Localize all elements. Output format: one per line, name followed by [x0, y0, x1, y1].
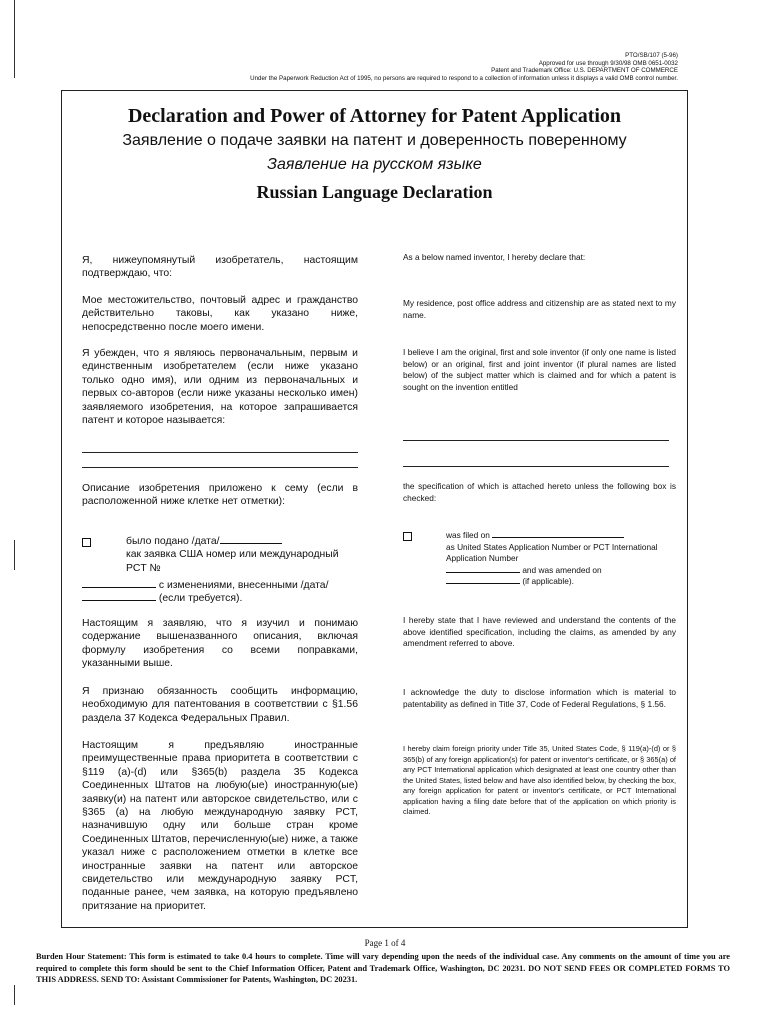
en-title-line-1[interactable] — [403, 440, 669, 441]
title-russian: Заявление о подаче заявки на патент и доверенность поверенному — [122, 132, 627, 149]
paperwork-notice: Under the Paperwork Reduction Act of 1995, no persons are required to respond to a collection of information unless it displays a valid OMB control number. — [250, 74, 678, 82]
ru-filed-as: как заявка США номер или международный — [126, 549, 339, 561]
ru-amended-date-field[interactable] — [82, 587, 156, 588]
ru-inventor-belief: Я убежден, что я являюсь первоначальным, первым и единственным изобретателем (если ниже указано только одно имя), или одним из первоначальных и первых со-авторов (если ниже указаны несколько имен) заявляемого изобретения, на которое запрашивается патент и которое называется: — [82, 348, 358, 427]
ru-title-line-2[interactable] — [82, 467, 358, 468]
scan-edge-mark — [14, 985, 15, 1005]
en-filed-block — [446, 530, 676, 588]
omb-approval: Approved for use through 9/30/98 OMB 0651-0032 — [538, 59, 678, 67]
ru-duty-disclose: Я признаю обязанность сообщить информацию, необходимую для патентования в соответствии с §1.56 раздела 37 Кодекса Федеральных Правил. — [82, 686, 358, 724]
en-amended-on: and was amended on — [522, 564, 602, 575]
en-foreign-priority: I hereby claim foreign priority under Title 35, United States Code, § 119(a)-(d) or § 365(b) of any foreign application(s) for patent or inventor's certificate, or § 365(a) of any PCT International application which designated at least one country other than the United States, listed below and have also identified below, by checking the box, any foreign application for patent or inventor's certificate, or PCT International application having a filing date before that of the application on which priority is claimed. — [403, 744, 676, 816]
ru-foreign-priority: Настоящим я предъявляю иностранные преимущественные права приоритета в соответствии с §119 (a)-(d) или §365(b) раздела 35 Кодекса Соединенных Штатов на любую(ые) иностранную(ые) заявку(и) на патент или авторское свидетельство, или с §365 (a) на любую международную заявку PCT, назначившую одну или больше стран кроме Соединенных Штатов, перечисленную(ые) ниже, а также указал ниже с расположением отметки в клетке все иностранные заявки на патент или авторское свидетельство или международную заявку PCT, поданные ранее, чем заявка, на которую предъявлено притязание на приоритет. — [82, 740, 358, 912]
form-header — [250, 52, 678, 82]
form-number: PTO/SB/107 (5-96) — [625, 52, 678, 59]
ru-pct-number: PCT № — [126, 562, 161, 574]
ru-specification: Описание изобретения приложено к сему (если в расположенной ниже клетке нет отметки): — [82, 483, 358, 508]
ru-filed-on: было подано /дата/ — [126, 536, 220, 547]
en-filed-date-field[interactable] — [492, 537, 624, 538]
en-residence: My residence, post office address and citizenship are as stated next to my name. — [403, 298, 676, 320]
burden-statement: Burden Hour Statement: This form is estimated to take 0.4 hours to complete. Time will vary depending upon the needs of the individual case. Any comments on the amount of time you are required to complete this form should be sent to the Chief Information Officer, Patent and Trademark Office, Washington, DC 20231. DO NOT SEND FEES OR COMPLETED FORMS TO THIS ADDRESS. SEND TO: Assistant Commissioner for Patents, Washington, DC 20231. — [36, 952, 730, 984]
en-filed-checkbox[interactable] — [403, 532, 412, 541]
ru-applicable-field[interactable] — [82, 600, 156, 601]
page-number: Page 1 of 4 — [364, 938, 406, 948]
declaration-form — [61, 90, 688, 928]
en-review-statement: I hereby state that I have reviewed and understand the contents of the above identified specification, including the claims, as amended by any amendment referred to above. — [403, 615, 676, 649]
ru-intro: Я, нижеупомянутый изобретатель, настоящим подтверждаю, что: — [82, 255, 358, 280]
subtitle-english: Russian Language Declaration — [256, 182, 493, 202]
en-intro: As a below named inventor, I hereby declare that: — [403, 252, 586, 262]
agency-line: Patent and Trademark Office: U.S. DEPARTMENT OF COMMERCE — [491, 67, 678, 75]
ru-residence: Мое местожительство, почтовый адрес и гражданство действительно таковы, как указано ниже, непосредственно после моего имени. — [82, 295, 358, 333]
subtitle-russian: Заявление на русском языке — [267, 156, 482, 173]
en-if-applicable: (if applicable). — [522, 576, 574, 587]
en-title-line-2[interactable] — [403, 466, 669, 467]
en-filed-on: was filed on — [446, 530, 490, 540]
title-english: Declaration and Power of Attorney for Patent Application — [127, 105, 622, 127]
en-applicable-field[interactable] — [446, 583, 520, 584]
scan-edge-mark — [14, 540, 15, 570]
en-filed-as: as United States Application Number or PCT International Application Number — [446, 541, 658, 564]
en-specification: the specification of which is attached hereto unless the following box is checked: — [403, 481, 676, 503]
en-inventor-belief: I believe I am the original, first and sole inventor (if only one name is listed below) or an original, first and joint inventor (if plural names are listed below) of the subject matter which is claimed and for which a patent is sought on the invention entitled — [403, 347, 676, 392]
scan-edge-mark — [14, 0, 15, 78]
ru-filed-date-field[interactable] — [220, 543, 282, 544]
ru-if-applicable: (если требуется). — [158, 593, 243, 605]
ru-review-statement: Настоящим я заявляю, что я изучил и понимаю содержание вышеназванного описания, включая формулу изобретения со всеми поправками, указанными выше. — [82, 618, 358, 670]
ru-amended-on: с изменениями, внесенными /дата/ — [158, 580, 329, 591]
en-duty-disclose: I acknowledge the duty to disclose information which is material to patentability as defined in Title 37, Code of Federal Regulations, § 1.56. — [403, 687, 676, 709]
ru-amended-block — [82, 579, 358, 606]
ru-filed-checkbox[interactable] — [82, 538, 91, 547]
ru-filed-block — [126, 535, 366, 575]
en-amended-date-field[interactable] — [446, 572, 520, 573]
ru-title-line-1[interactable] — [82, 452, 358, 453]
